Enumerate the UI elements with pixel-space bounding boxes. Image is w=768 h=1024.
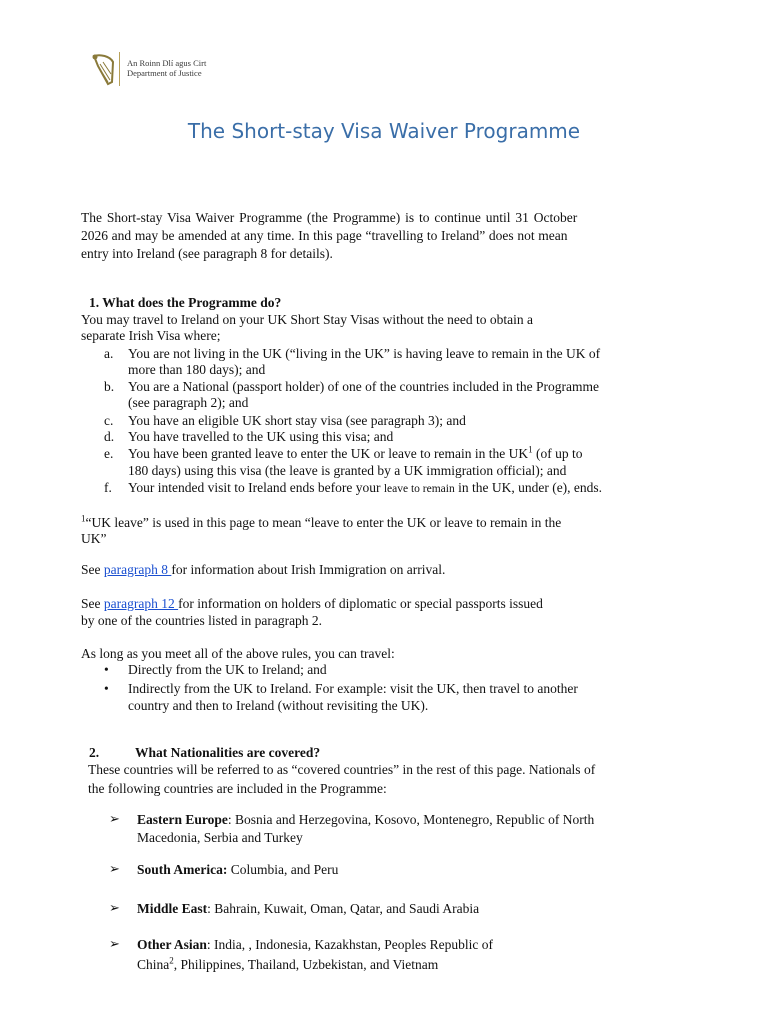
travel-lead: As long as you meet all of the above rules, you can travel: [81,646,395,661]
text: See [81,596,104,611]
list-item-text: (of up to [532,446,583,461]
list-item: You have an eligible UK short stay visa (see paragraph 3); and [128,413,466,428]
text: for information on holders of diplomatic or special passports issued [178,596,543,611]
region-item [137,936,493,953]
list-marker: b. [104,379,115,394]
list-item: country and then to Ireland (without revisiting the UK). [128,698,429,713]
region-countries: Macedonia, Serbia and Turkey [137,830,303,845]
bullet: • [104,681,109,696]
footnote-ref: 1 [528,444,533,455]
list-item: (see paragraph 2); and [128,395,249,410]
list-item: You have travelled to the UK using this visa; and [128,429,394,444]
section-2-lead: the following countries are included in the Programme: [88,781,387,796]
region-countries-text: China [137,957,170,972]
department-name-irish: An Roinn Dlí agus Cirt [127,58,207,68]
footnote-text: UK” [81,531,107,546]
section-2-heading: What Nationalities are covered? [135,745,321,760]
department-name [127,58,206,78]
arrow-bullet-icon: ➢ [109,862,120,877]
region-item [137,811,594,828]
text: See [81,562,104,577]
section-1-lead: separate Irish Visa where; [81,328,221,343]
list-item-text-small: leave to remain [383,483,455,495]
list-item-text: You have been granted leave to enter the UK or leave to remain in the UK [128,446,529,461]
region-countries-text: , Philippines, Thailand, Uzbekistan, and Vietnam [173,957,439,972]
list-item-text: Your intended visit to Ireland ends before your [128,480,384,495]
intro-line: The Short-stay Visa Waiver Programme (the Programme) is to continue until 31 October [81,210,578,225]
region-sep: : [206,937,211,952]
list-item: Indirectly from the UK to Ireland. For example: visit the UK, then travel to another [128,681,578,696]
section-1-lead: You may travel to Ireland on your UK Short Stay Visas without the need to obtain a [81,312,534,327]
region-name: South America: [137,862,228,877]
list-marker: a. [104,346,114,361]
department-name-english: Department of Justice [127,68,202,78]
logo-divider [119,52,120,86]
footnote-text: “UK leave” is used in this page to mean “leave to enter the UK or leave to remain in the [85,515,562,530]
list-item-text: in the UK, under (e), ends. [454,480,603,495]
list-marker: f. [104,480,112,495]
bullet: • [104,662,109,677]
list-item: You are a National (passport holder) of one of the countries included in the Programme [128,379,600,394]
region-sep: : [227,812,232,827]
paragraph-8-link[interactable]: paragraph 8 [103,562,172,577]
paragraph-12-link[interactable]: paragraph 12 [103,596,179,611]
region-item [137,900,479,917]
arrow-bullet-icon: ➢ [109,812,120,827]
list-item: 180 days) using this visa (the leave is granted by a UK immigration official); and [128,463,567,478]
list-item: You are not living in the UK (“living in the UK” is having leave to remain in the UK of [128,346,601,361]
region-name: Other Asian [137,937,207,952]
intro-line: entry into Ireland (see paragraph 8 for details). [81,246,333,261]
arrow-bullet-icon: ➢ [109,937,120,952]
list-item [128,479,602,498]
region-name: Eastern Europe [137,812,228,827]
see-paragraph-8 [81,561,445,578]
region-sep: : [207,901,211,916]
list-item: Directly from the UK to Ireland; and [128,662,327,677]
region-item [137,861,338,878]
section-2-number: 2. [89,745,100,760]
text: for information about Irish Immigration on arrival. [171,562,446,577]
region-countries: Bahrain, Kuwait, Oman, Qatar, and Saudi Arabia [210,901,480,916]
arrow-bullet-icon: ➢ [109,901,120,916]
region-countries [137,956,438,973]
list-marker: e. [104,446,114,461]
intro-line: 2026 and may be amended at any time. In this page “travelling to Ireland” does not mean [81,228,568,243]
list-marker: c. [104,413,114,428]
region-name: Middle East [137,901,208,916]
page-title: The Short-stay Visa Waiver Programme [187,119,581,143]
list-item: more than 180 days); and [128,362,266,377]
see-paragraph-12 [81,595,543,612]
harp-logo-icon [90,52,116,86]
region-countries: Bosnia and Herzegovina, Kosovo, Montenegro, Republic of North [231,812,595,827]
footnote [81,514,561,531]
footnote-number: 1 [81,513,86,524]
section-1-heading: 1. What does the Programme do? [89,295,282,310]
list-item [128,445,583,462]
region-countries: Columbia, and Peru [227,862,339,877]
list-marker: d. [104,429,115,444]
see-paragraph-12-cont: by one of the countries listed in paragraph 2. [81,613,323,628]
region-countries: India, , Indonesia, Kazakhstan, Peoples Republic of [210,937,493,952]
footnote-ref: 2 [169,955,174,966]
section-2-lead: These countries will be referred to as “covered countries” in the rest of this page. Nationals of [88,762,596,777]
